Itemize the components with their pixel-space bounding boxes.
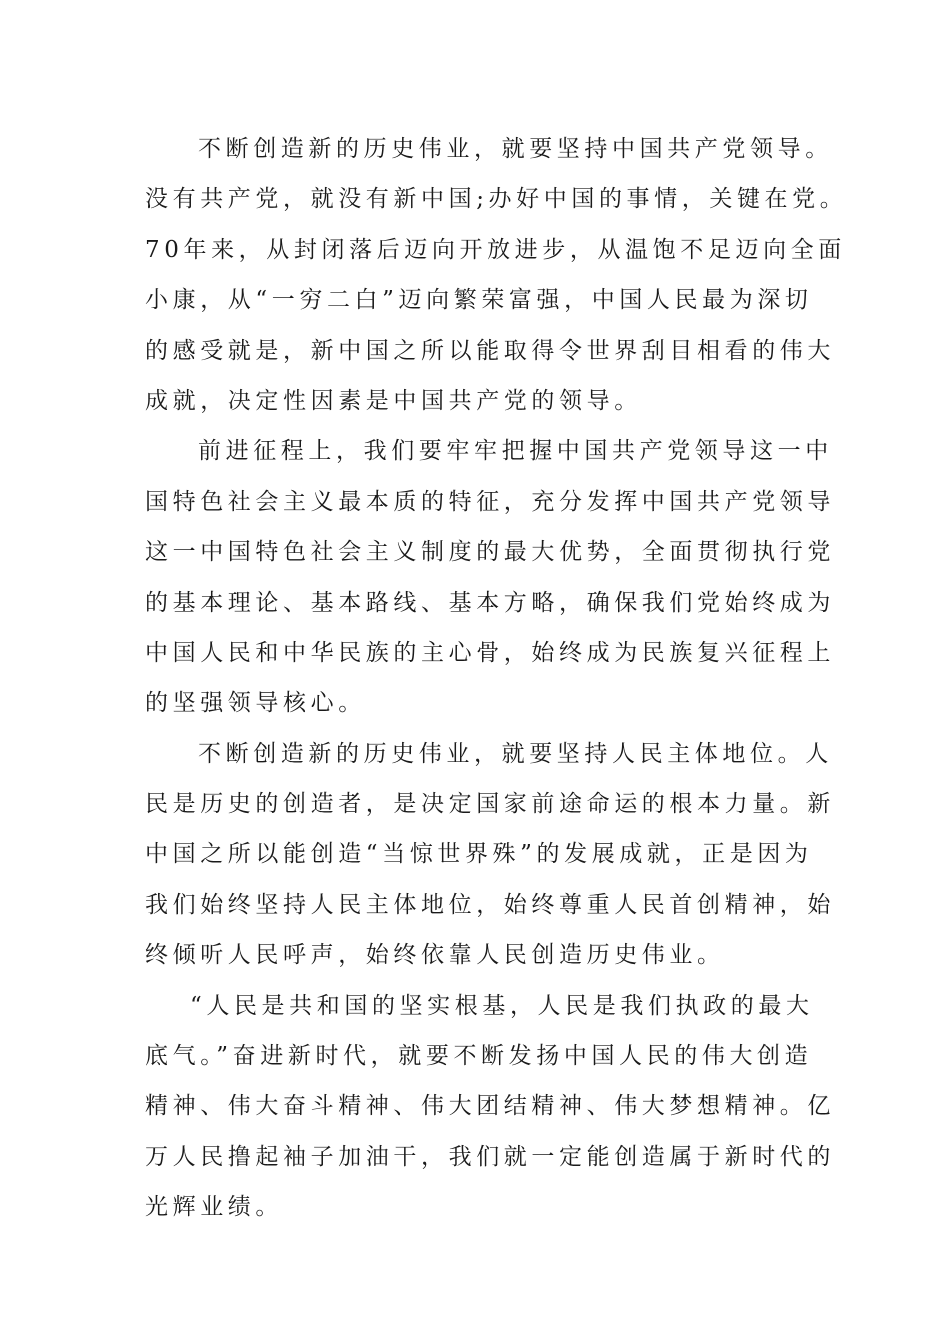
text-line: 的坚强领导核心。 [145,690,366,717]
paragraph-2 [145,426,835,728]
paragraph-3 [145,729,835,981]
text-line: 中国人民和中华民族的主心骨，始终成为民族复兴征程上 [145,639,835,666]
text-line: 的基本理论、基本路线、基本方略，确保我们党始终成为 [145,589,835,616]
text-line: 这一中国特色社会主义制度的最大优势，全面贯彻执行党 [145,539,835,566]
text-line: 小康，从“一穷二白”迈向繁荣富强，中国人民最为深切 [145,287,813,314]
text-line: 前进征程上，我们要牢牢把握中国共产党领导这一中 [198,438,833,465]
text-line: 民是历史的创造者，是决定国家前途命运的根本力量。新 [145,791,835,818]
text-line: 不断创造新的历史伟业，就要坚持人民主体地位。人 [198,740,833,767]
text-line: 70年来，从封闭落后迈向开放进步，从温饱不足迈向全面 [145,236,846,263]
text-line: 成就，决定性因素是中国共产党的领导。 [145,387,642,414]
text-line: 终倾听人民呼声，始终依靠人民创造历史伟业。 [145,942,725,969]
document-body [145,124,848,1233]
text-line: 光辉业绩。 [145,1194,283,1221]
text-line: 万人民撸起袖子加油干，我们就一定能创造属于新时代的 [145,1143,835,1170]
paragraph-1 [145,124,848,426]
text-line: 我们始终坚持人民主体地位，始终尊重人民首创精神，始 [145,891,835,918]
text-line: 的感受就是，新中国之所以能取得令世界刮目相看的伟大 [145,337,835,364]
text-line: 底气。”奋进新时代，就要不断发扬中国人民的伟大创造 [145,1043,813,1070]
text-line: 精神、伟大奋斗精神、伟大团结精神、伟大梦想精神。亿 [145,1093,835,1120]
text-line: 没有共产党，就没有新中国;办好中国的事情，关键在党。 [145,186,848,213]
text-line: 国特色社会主义最本质的特征，充分发挥中国共产党领导 [145,488,835,515]
paragraph-4 [145,981,835,1233]
text-line: “人民是共和国的坚实根基，人民是我们执政的最大 [190,992,814,1019]
text-line: 不断创造新的历史伟业，就要坚持中国共产党领导。 [198,136,833,162]
text-line: 中国之所以能创造“当惊世界殊”的发展成就，正是因为 [145,841,813,868]
